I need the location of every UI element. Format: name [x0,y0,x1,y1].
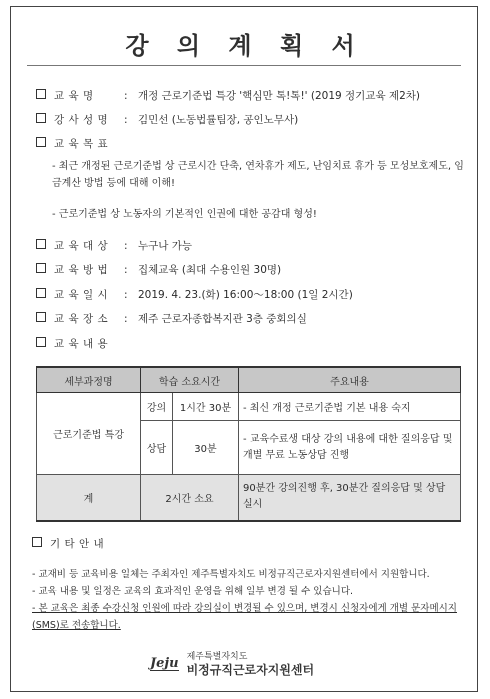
checkbox-icon [36,288,46,298]
field-label: 교 육 목 표 [54,138,109,150]
field-other [32,536,120,551]
table-total-row [37,475,461,521]
total-time-cell: 2시간 소요 [141,475,239,521]
type-cell: 상담 [141,421,173,475]
field-label: 교 육 대 상 [54,240,109,252]
table-header: 학습 소요시간 [141,367,239,393]
checkbox-icon [36,113,46,123]
org-name: 비정규직근로자지원센터 [186,663,315,677]
time-cell: 1시간 30분 [173,393,239,421]
note-item: - 본 교육은 최종 수강신청 인원에 따라 강의실이 변경될 수 있으며, 변경시 신청자에게 개별 문자메시지(SMS)로 전송합니다. [32,603,457,631]
table-header-row [37,367,461,393]
checkbox-icon [36,239,46,249]
field-method: 교 육 방 법 : 집체교육 (최대 수용인원 30명) [36,262,281,277]
field-label: 교 육 방 법 [54,264,109,276]
field-value: 개정 근로기준법 특강 '핵심만 톡!톡!' (2019 정기교육 제2차) [138,90,421,102]
field-label: 교 육 명 [54,90,94,102]
content-cell: - 교육수료생 대상 강의 내용에 대한 질의응답 및 개별 무료 노동상담 진행 [239,421,461,475]
field-label: 교 육 장 소 [54,313,109,325]
total-label-cell: 계 [37,475,141,521]
table-row [37,393,461,421]
note-item: - 교육 내용 및 일정은 교육의 효과적인 운영을 위해 일부 변경 될 수 있습니다. [32,586,354,597]
field-label: 교 육 내 용 [54,338,109,350]
field-content [36,336,124,351]
field-course: 교 육 명 : 개정 근로기준법 특강 '핵심만 톡!톡!' (2019 정기교육 제2차) [36,88,420,103]
content-cell: - 최신 개정 근로기준법 기본 내용 숙지 [239,393,461,421]
type-cell: 강의 [141,393,173,421]
total-content-cell: 90분간 강의진행 후, 30분간 질의응답 및 상담 실시 [239,475,461,521]
document-title: 강 의 계 획 서 [125,32,365,60]
org-region: 제주특별자치도 [186,652,248,662]
checkbox-icon [36,337,46,347]
checkbox-icon [32,537,42,547]
table-header: 주요내용 [239,367,461,393]
field-value: 2019. 4. 23.(화) 16:00～18:00 (1일 2시간) [138,289,353,301]
field-date: 교 육 일 시 : 2019. 4. 23.(화) 16:00～18:00 (1일 2시간) [36,287,353,302]
note-item: - 교재비 등 교육비용 일체는 주최자인 제주특별자치도 비정규직근로자지원센터에서 지원합니다. [32,569,430,580]
checkbox-icon [36,263,46,273]
course-name-cell: 근로기준법 특강 [37,393,141,475]
field-goal [36,136,124,151]
field-value: 김민선 (노동법률팀장, 공인노무사) [138,114,299,126]
course-plan-table [36,366,461,522]
time-cell: 30분 [173,421,239,475]
checkbox-icon [36,137,46,147]
title-divider [27,65,461,66]
field-label: 강 사 성 명 [54,114,109,126]
table-header: 세부과정명 [37,367,141,393]
checkbox-icon [36,312,46,322]
jeju-logo: Jeju [150,656,179,671]
footer-organization [150,651,314,678]
field-value: 제주 근로자종합복지관 3층 중회의실 [138,313,307,325]
field-instructor: 강 사 성 명 : 김민선 (노동법률팀장, 공인노무사) [36,112,298,127]
field-label: 교 육 일 시 [54,289,109,301]
field-label: 기 타 안 내 [50,538,105,550]
goal-item: - 최근 개정된 근로기준법 상 근로시간 단축, 연차휴가 제도, 난임치료 휴가 등 모성보호제도, 임금계산 방법 등에 대해 이해! [52,161,464,189]
field-place: 교 육 장 소 : 제주 근로자종합복지관 3층 중회의실 [36,311,307,326]
field-value: 누구나 가능 [138,240,193,252]
checkbox-icon [36,89,46,99]
field-value: 집체교육 (최대 수용인원 30명) [138,264,282,276]
field-target: 교 육 대 상 : 누구나 가능 [36,238,192,253]
goal-item: - 근로기준법 상 노동자의 기본적인 인권에 대한 공감대 형성! [52,209,317,220]
